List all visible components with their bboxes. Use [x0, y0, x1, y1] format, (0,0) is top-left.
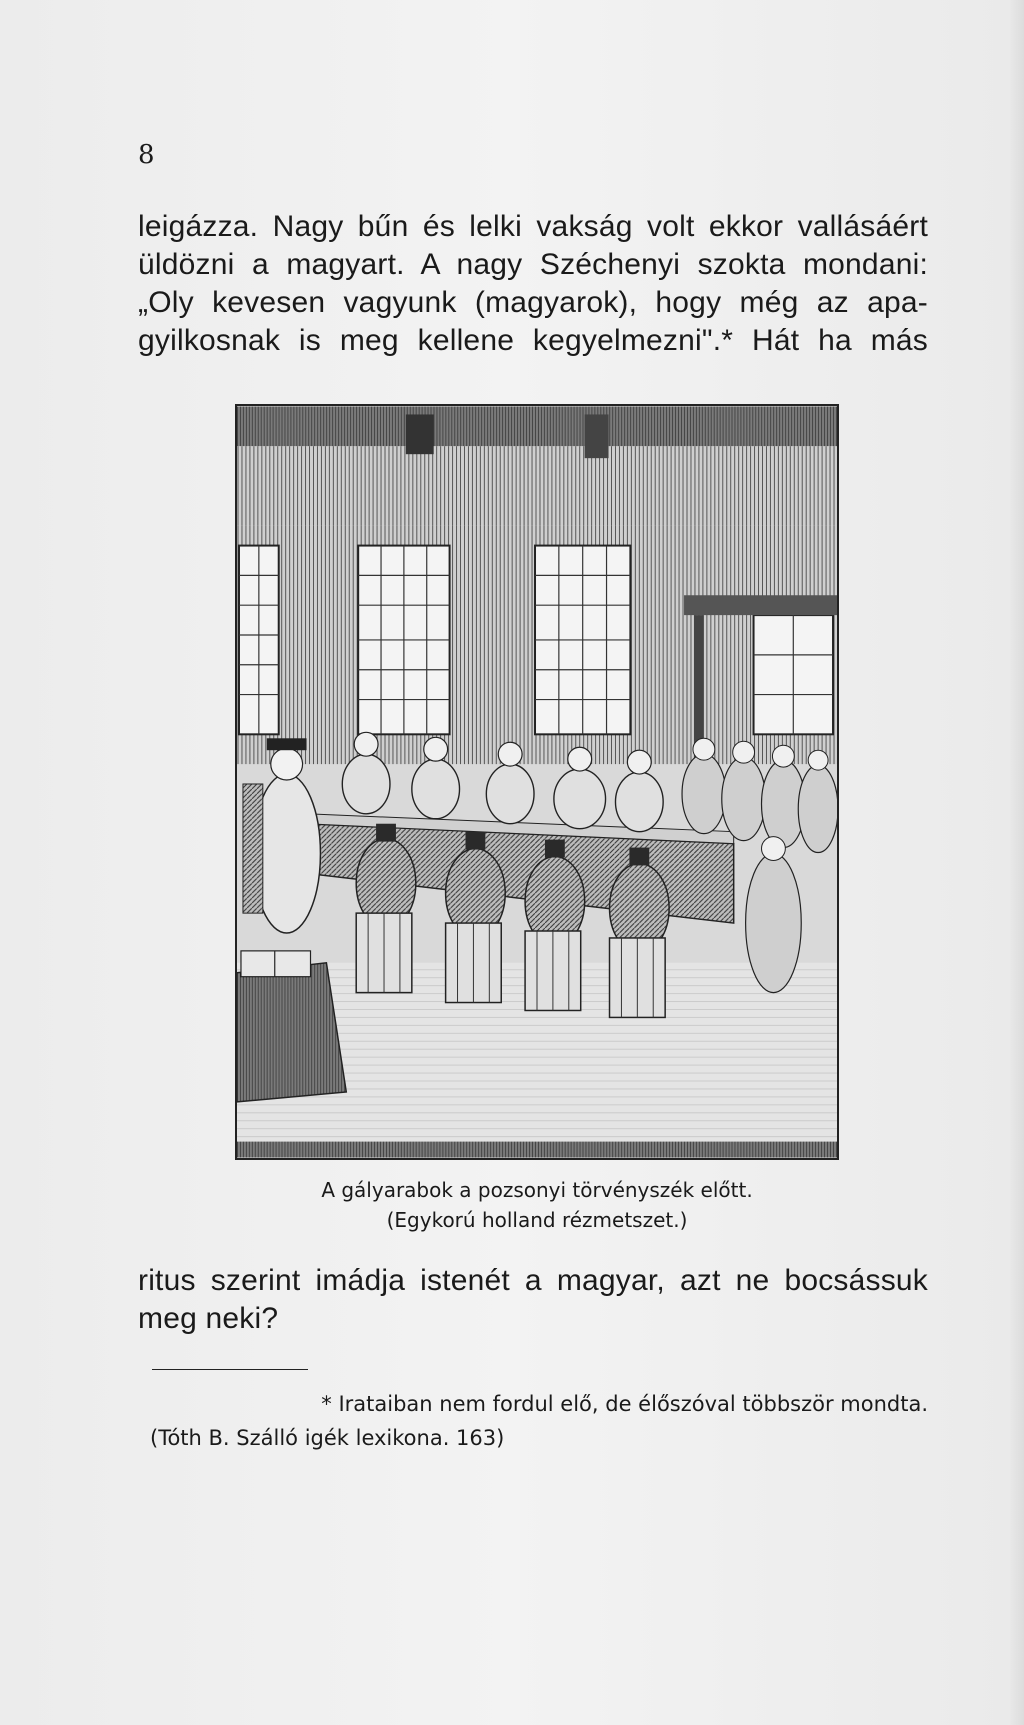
footnote-text: * Irataiban nem fordul elő, de élőszóval többször mondta.: [321, 1392, 928, 1416]
text-line: meg neki?: [138, 1302, 279, 1335]
page-edge: [1010, 0, 1024, 1725]
engraving-illustration: [235, 404, 839, 1160]
text-line: leigázza. Nagy bűn és lelki vakság volt ekkor vallásáért: [138, 210, 928, 243]
paragraph-bottom: [138, 1262, 928, 1338]
figure-caption-source: (Egykorú holland rézmetszet.): [386, 1208, 688, 1232]
page-number: 8: [138, 140, 155, 170]
paragraph-top: [138, 208, 928, 360]
text-line: üldözni a magyart. A nagy Széchenyi szokta mondani:: [138, 248, 928, 281]
figure-caption: A gályarabok a pozsonyi törvényszék előtt.: [321, 1178, 753, 1202]
footnote-rule: [152, 1369, 308, 1370]
text-line: gyilkosnak is meg kellene kegyelmezni".* Hát ha más: [138, 324, 928, 357]
text-line: „Oly kevesen vagyunk (magyarok), hogy még az apa-: [138, 286, 928, 319]
text-line: ritus szerint imádja istenét a magyar, azt ne bocsássuk: [138, 1264, 928, 1297]
courtroom-engraving: [237, 406, 837, 1158]
footnote-citation: (Tóth B. Szálló igék lexikona. 163): [150, 1426, 505, 1450]
